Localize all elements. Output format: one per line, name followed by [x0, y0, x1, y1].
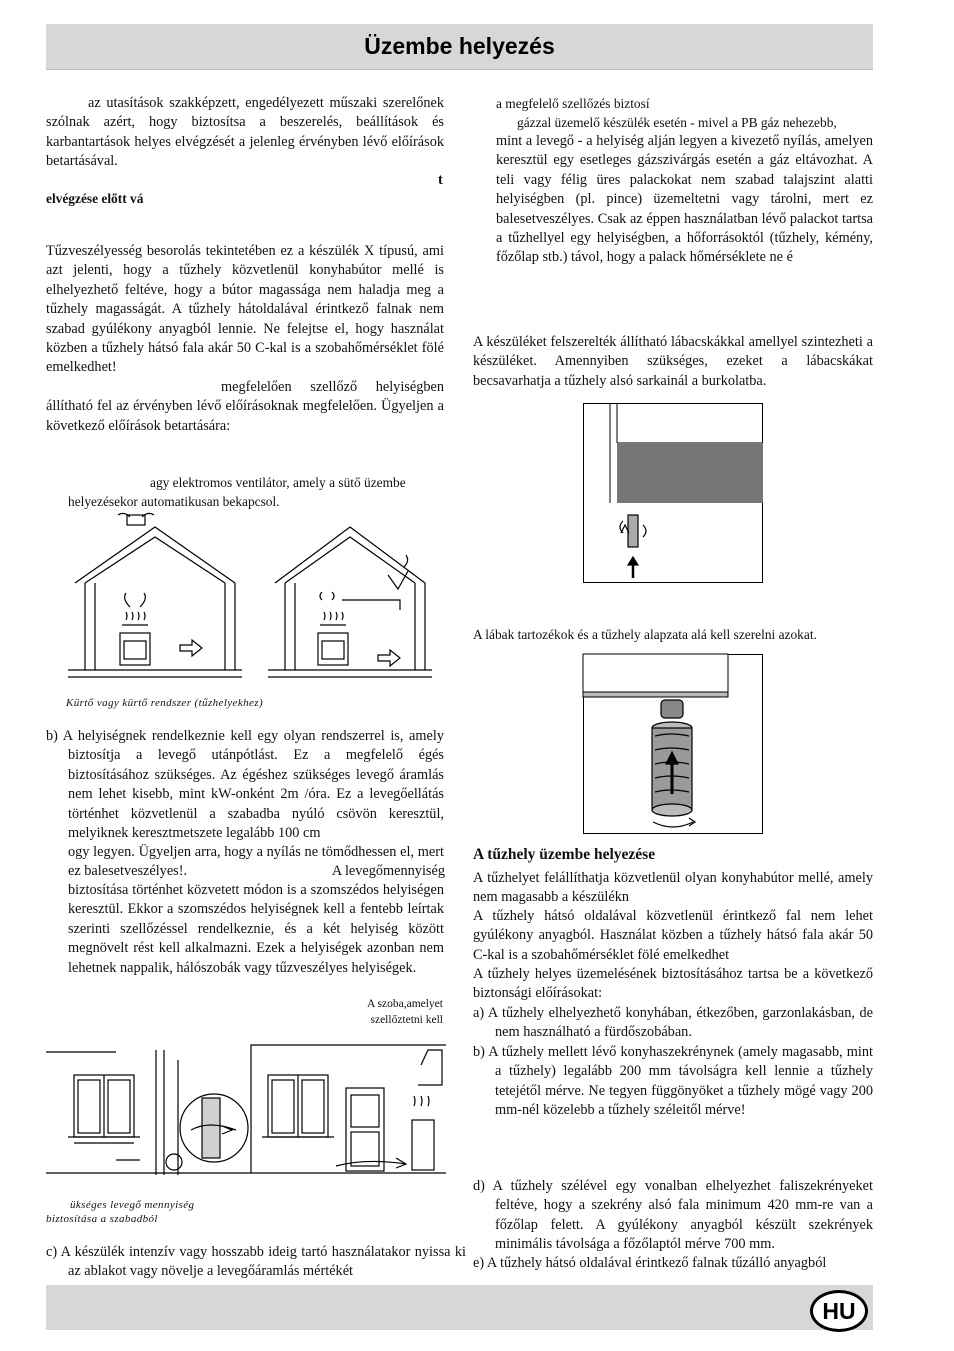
intro-paragraph: az utasítások szakképzett, engedélyezett műszaki szerelőnek szólnak azért, hogy biztosítsa a beszerelés, beállítások és karbantartások helyes elvégzését a jelenleg érvényben lévő előírások betartásával.	[46, 95, 444, 170]
item-b-indirect: biztosítása történhet közvetett módon is a szomszédos helyiségen keresztül. Ekkor a szomszédos helyiségnek kell a fentebb leírtak szerinti szellőzéssel rendelkeznie, és a két helyiség között megnövelt rést kell alkalmazni. Ezek a helyiségek azonban nem lehetnek nappalik, hálószobák vagy tűzveszélyes helyiségek.	[68, 882, 444, 976]
chimney-caption: Kürtő vagy kürtő rendszer (tűzhelyekhez)	[66, 697, 264, 709]
install-para-1: A tűzhelyet felállíthatja közvetlenül olyan konyhabútor mellé, amely nem magasabb a készülékn	[473, 870, 873, 906]
install-item-a: a) A tűzhely elhelyezhető konyhában, étkezőben, garzonlakásban, de nem használható a fürdőszobában.	[473, 1005, 873, 1041]
install-subheading: A tűzhely üzembe helyezése	[473, 846, 656, 863]
item-b-air-label: A levegőmennyiség	[331, 863, 445, 879]
air-caption-2: biztosítása a szabadból	[46, 1213, 158, 1225]
room-ventilation-diagram	[46, 1040, 446, 1180]
leveling-foot-diagram	[583, 403, 763, 583]
gas-cylinder-paragraph: mint a levegő - a helyiség alján legyen a kivezető nyílás, amelyen keresztül egy esetleges gázszivárgás esetén a gáz eltávozhat. A teli vagy félig üres palackokat nem szabad talajszint alatti helyiségben (pl. pince) üzemeltetni vagy tárolni, mert ez balesetveszélyes. Csak az éppen használatban lévő palackot tartsa a tűzhellyel egy helyiségben, a hőforrásoktól (tűzhely, kémény, főzőlap stb.) távol, hogy a palack hőmérséklete ne é	[496, 133, 873, 266]
room-caption-2: szellőztetni kell	[370, 1014, 443, 1026]
language-badge: HU	[810, 1290, 868, 1332]
room-caption-1: A szoba,amelyet	[366, 998, 443, 1010]
title-bar	[46, 24, 873, 70]
air-caption-1: ükséges levegő mennyiség	[70, 1199, 195, 1211]
ventilation-paragraph: megfelelően szellőző helyiségben állítható fel az érvényben lévő előírásoknak megfelelően. Ügyeljen a következő előírások betartására:	[46, 379, 444, 434]
fan-paragraph: agy elektromos ventilátor, amely a sütő üzembe	[150, 475, 406, 490]
item-b-paragraph: b) A helyiségnek rendelkeznie kell egy olyan rendszerrel is, amely biztosítja a levegő utánpótlást. Ez a megfelelő égés biztosításához szükséges. Az égéshez szükséges levegő áramlás nem lehet kisebb, mint kW-onként 2m /óra. Ez a levegőellátás történhet közvetlenül a szabadba nyúló csövön keresztül, melyiknek keresztmetszete legalább 100 cm	[46, 728, 444, 842]
install-item-d: d) A tűzhely szélével egy vonalban elhelyezhet faliszekrényeket feltéve, hogy a szekrény alsó fala minimum 420 mm-re van a főzőlap felett. A gyúlékony anyagból készült szekrények minimális távolsága a főzőlaptól mérve 700 mm.	[473, 1178, 873, 1253]
install-para-3: A tűzhely helyes üzemelésének biztosításához tartsa be a következő biztonsági előírásokat:	[473, 966, 873, 1002]
foot-screw-diagram	[583, 654, 763, 834]
install-item-e: e) A tűzhely hátsó oldalával érintkező falnak tűzálló anyagból	[473, 1255, 827, 1271]
chimney-diagram	[60, 505, 445, 695]
feet-accessory-paragraph: A lábak tartozékok és a tűzhely alapzata alá kell szerelni azokat.	[473, 627, 817, 642]
item-b-warning: ogy legyen. Ügyeljen arra, hogy a nyílás ne tömődhessen el, mert ez balesetveszélyes!.	[68, 844, 444, 880]
gas-heading-fragment: a megfelelő szellőzés biztosí	[496, 96, 650, 111]
fan-paragraph-cont: helyezésekor automatikusan bekapcsol.	[68, 494, 280, 509]
gas-lpg-line: gázzal üzemelő készülék esetén - mivel a PB gáz nehezebb,	[517, 115, 837, 130]
fire-class-paragraph: Tűzveszélyesség besorolás tekintetében ez a készülék X típusú, ami azt jelenti, hogy a tűzhely közvetlenül konyhabútor mellé is elhelyezhető feltéve, hogy a bútor magassága nem haladja meg a tűzhely magasságát. A tűzhely hátoldalával érintkező falnak nem szabad gyúlékony anyagból lennie. Ne felejtse el, hogy használat közben a tűzhely hátsó fala akár 50 C-kal is a szobahőmérséklet fölé emelkedhet!	[46, 243, 444, 376]
intro-bold-line: elvégzése előtt vá	[46, 191, 144, 206]
feet-paragraph: A készüléket felszerelték állítható lábacskákkal amellyel szintezheti a készüléket. Amennyiben szükséges, ezeket a lábacskákat becsavarhatja a tűzhely alsó sarkainál a burkolatba.	[473, 334, 873, 389]
page-title: Üzembe helyezés	[364, 33, 555, 59]
install-para-2: A tűzhely hátsó oldalával közvetlenül érintkező fal nem lehet gyúlékony anyagból. Használat közben a tűzhely hátsó fala akár 50 C-kal is a szobahőmérséklet fölé emelkedhet	[473, 908, 873, 963]
footer-bar	[46, 1285, 873, 1330]
intro-bold-fragment: t	[438, 172, 443, 188]
install-item-b: b) A tűzhely mellett lévő konyhaszekrénynek (amely magasabb, mint a tűzhely) legalább 200 mm távolságra kell lennie a tűzhely tetejétől mérve. Ne tegyen függönyöket a tűzhely mögé vagy 200 mm-nél közelebb a tűzhely széleitől mérve!	[473, 1044, 873, 1119]
item-c-paragraph: c) A készülék intenzív vagy hosszabb ideig tartó használatakor nyissa ki az ablakot vagy növelje a levegőáramlás mértékét	[46, 1244, 466, 1280]
